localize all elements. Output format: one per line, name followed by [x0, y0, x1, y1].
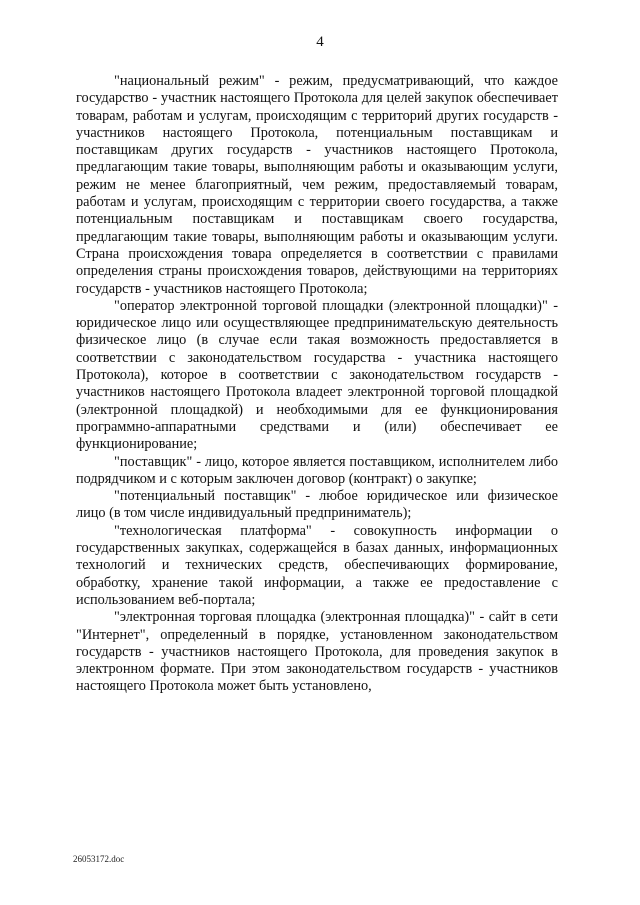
paragraph-potential-supplier: "потенциальный поставщик" - любое юридическое или физическое лицо (в том числе индивидуальный предприниматель);	[76, 488, 558, 522]
paragraph-supplier: "поставщик" - лицо, которое является поставщиком, исполнителем либо подрядчиком и с которым заключен договор (контракт) о закупке;	[76, 453, 558, 487]
page-number: 4	[316, 34, 324, 50]
paragraph-national-regime: "национальный режим" - режим, предусматривающий, что каждое государство - участник настоящего Протокола для целей закупок обеспечивает товарам, работам и услугам, происходящим с территорий других государств - участников настоящего Протокола, потенциальным поставщикам и поставщикам других государств - участников настоящего Протокола, предлагающим такие товары, выполняющим работы и оказывающим услуги, режим не менее благоприятный, чем режим, предоставляемый товарам, работам и услугам, происходящим с территории своего государства, а также потенциальным поставщикам и поставщикам своего государства, предлагающим такие товары, выполняющим работы и оказывающим услуги. Страна происхождения товара определяется в соответствии с правилами определения страны происхождения товаров, действующими на территориях государств - участников настоящего Протокола;	[76, 73, 558, 297]
footer-filename: 26053172.doc	[73, 854, 125, 864]
paragraph-technology-platform: "технологическая платформа" - совокупность информации о государственных закупках, содержащейся в базах данных, информационных технологий и технических средств, обеспечивающих формирование, обработку, хранение такой информации, а также ее предоставление с использованием веб-портала;	[76, 522, 558, 608]
document-body	[76, 73, 558, 696]
paragraph-electronic-platform: "электронная торговая площадка (электронная площадка)" - сайт в сети "Интернет", определенный в порядке, установленном законодательством государств - участников настоящего Протокола, для проведения закупок в электронном формате. При этом законодательством государств - участников настоящего Протокола может быть установлено,	[76, 609, 558, 695]
paragraph-platform-operator: "оператор электронной торговой площадки (электронной площадки)" - юридическое лицо или осуществляющее предпринимательскую деятельность физическое лицо (в случае если такая возможность предоставляется в соответствии с законодательством государства - участника настоящего Протокола), которое в соответствии с законодательством государств - участников настоящего Протокола владеет электронной торговой площадкой (электронной площадкой) и необходимыми для ее функционирования программно-аппаратными средствами и (или) обеспечивает ее функционирование;	[76, 297, 558, 453]
